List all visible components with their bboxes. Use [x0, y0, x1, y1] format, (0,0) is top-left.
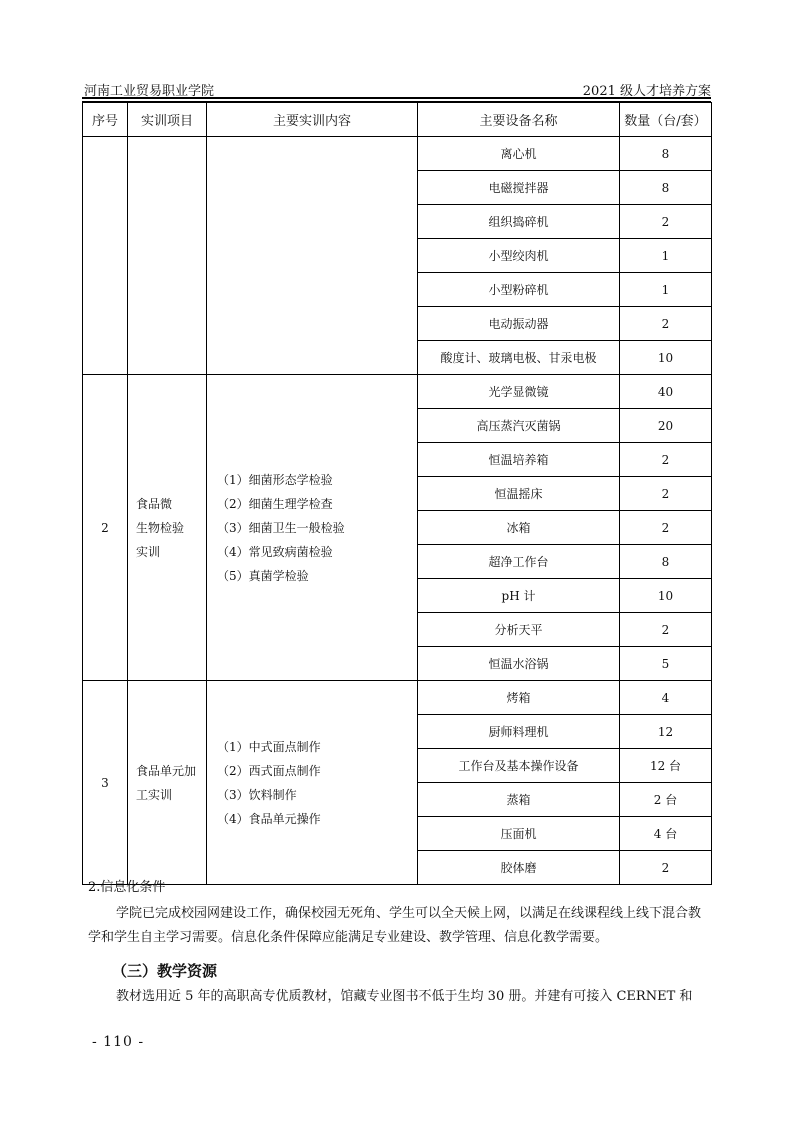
cell-quantity: 2 [620, 511, 712, 545]
project-line: 食品微 [136, 496, 173, 511]
cell-quantity: 1 [620, 239, 712, 273]
col-header-project: 实训项目 [128, 103, 207, 137]
cell-equipment-name: 超净工作台 [418, 545, 620, 579]
content-list [217, 468, 417, 588]
cell-equipment-name: 酸度计、玻璃电极、甘汞电极 [418, 341, 620, 375]
cell-quantity: 12 [620, 715, 712, 749]
cell-quantity: 8 [620, 545, 712, 579]
cell-quantity: 4 台 [620, 817, 712, 851]
content-item: （1）中式面点制作 [217, 739, 321, 754]
col-header-content: 主要实训内容 [207, 103, 418, 137]
cell-equipment-name: 厨师料理机 [418, 715, 620, 749]
content-item: （2）细菌生理学检查 [217, 496, 333, 511]
paragraph-info: 学院已完成校园网建设工作，确保校园无死角、学生可以全天候上网，以满足在线课程线上线下混合教学和学生自主学习需要。信息化条件保障应能满足专业建设、教学管理、信息化教学需要。 [88, 906, 702, 945]
content-item: （3）细菌卫生一般检验 [217, 520, 345, 535]
cell-equipment-name: 分析天平 [418, 613, 620, 647]
cell-equipment-name: 冰箱 [418, 511, 620, 545]
cell-quantity: 2 [620, 477, 712, 511]
cell-equipment-name: 恒温培养箱 [418, 443, 620, 477]
cell-quantity: 8 [620, 137, 712, 171]
cell-quantity: 2 [620, 205, 712, 239]
cell-quantity: 2 [620, 443, 712, 477]
cell-equipment-name: 电动振动器 [418, 307, 620, 341]
cell-equipment-name: 恒温摇床 [418, 477, 620, 511]
equipment-table [82, 102, 712, 885]
cell-quantity: 2 台 [620, 783, 712, 817]
cell-quantity: 2 [620, 307, 712, 341]
cell-project [128, 681, 207, 885]
cell-equipment-name: 离心机 [418, 137, 620, 171]
project-line: 实训 [136, 544, 161, 559]
project-line: 食品单元加 [136, 763, 197, 778]
cell-equipment-name: 胶体磨 [418, 851, 620, 885]
cell-equipment-name: 烤箱 [418, 681, 620, 715]
cell-equipment-name: 小型粉碎机 [418, 273, 620, 307]
cell-equipment-name: 高压蒸汽灭菌锅 [418, 409, 620, 443]
header-rule [82, 97, 711, 99]
table-row [83, 375, 712, 409]
table-row [83, 137, 712, 171]
cell-equipment-name: pH 计 [418, 579, 620, 613]
table-header-row [83, 103, 712, 137]
cell-no: 3 [83, 681, 128, 885]
content-item: （5）真菌学检验 [217, 568, 309, 583]
cell-equipment-name: 光学显微镜 [418, 375, 620, 409]
content-item: （2）西式面点制作 [217, 763, 321, 778]
cell-equipment-name: 组织捣碎机 [418, 205, 620, 239]
cell-no [83, 137, 128, 375]
cell-quantity: 1 [620, 273, 712, 307]
cell-quantity: 2 [620, 613, 712, 647]
cell-equipment-name: 电磁搅拌器 [418, 171, 620, 205]
cell-content [207, 681, 418, 885]
cell-quantity: 12 台 [620, 749, 712, 783]
project-line: 工实训 [136, 787, 173, 802]
content-list [217, 735, 417, 831]
header-plan: 2021 级人才培养方案 [582, 84, 711, 99]
col-header-equipment: 主要设备名称 [418, 103, 620, 137]
cell-equipment-name: 恒温水浴锅 [418, 647, 620, 681]
page-number: - 110 - [92, 1034, 145, 1050]
heading-teaching-resources: （三）教学资源 [112, 962, 218, 980]
cell-quantity: 40 [620, 375, 712, 409]
cell-quantity: 20 [620, 409, 712, 443]
cell-quantity: 8 [620, 171, 712, 205]
header-school: 河南工业贸易职业学院 [84, 84, 215, 99]
cell-project [128, 137, 207, 375]
cell-quantity: 5 [620, 647, 712, 681]
cell-content [207, 375, 418, 681]
cell-project [128, 375, 207, 681]
content-item: （4）常见致病菌检验 [217, 544, 333, 559]
cell-no: 2 [83, 375, 128, 681]
section-info-title: 2.信息化条件 [88, 880, 166, 895]
cell-quantity: 4 [620, 681, 712, 715]
content-item: （4）食品单元操作 [217, 811, 321, 826]
col-header-no: 序号 [83, 103, 128, 137]
cell-quantity: 10 [620, 341, 712, 375]
cell-equipment-name: 蒸箱 [418, 783, 620, 817]
content-item: （3）饮料制作 [217, 787, 297, 802]
cell-equipment-name: 压面机 [418, 817, 620, 851]
paragraph-resources: 教材选用近 5 年的高职高专优质教材，馆藏专业图书不低于生均 30 册。并建有可接入 CERNET 和 [116, 989, 693, 1004]
content-item: （1）细菌形态学检验 [217, 472, 333, 487]
cell-equipment-name: 工作台及基本操作设备 [418, 749, 620, 783]
cell-quantity: 10 [620, 579, 712, 613]
table-row [83, 681, 712, 715]
cell-equipment-name: 小型绞肉机 [418, 239, 620, 273]
cell-quantity: 2 [620, 851, 712, 885]
project-line: 生物检验 [136, 520, 185, 535]
col-header-quantity: 数量（台/套） [620, 103, 712, 137]
cell-content [207, 137, 418, 375]
